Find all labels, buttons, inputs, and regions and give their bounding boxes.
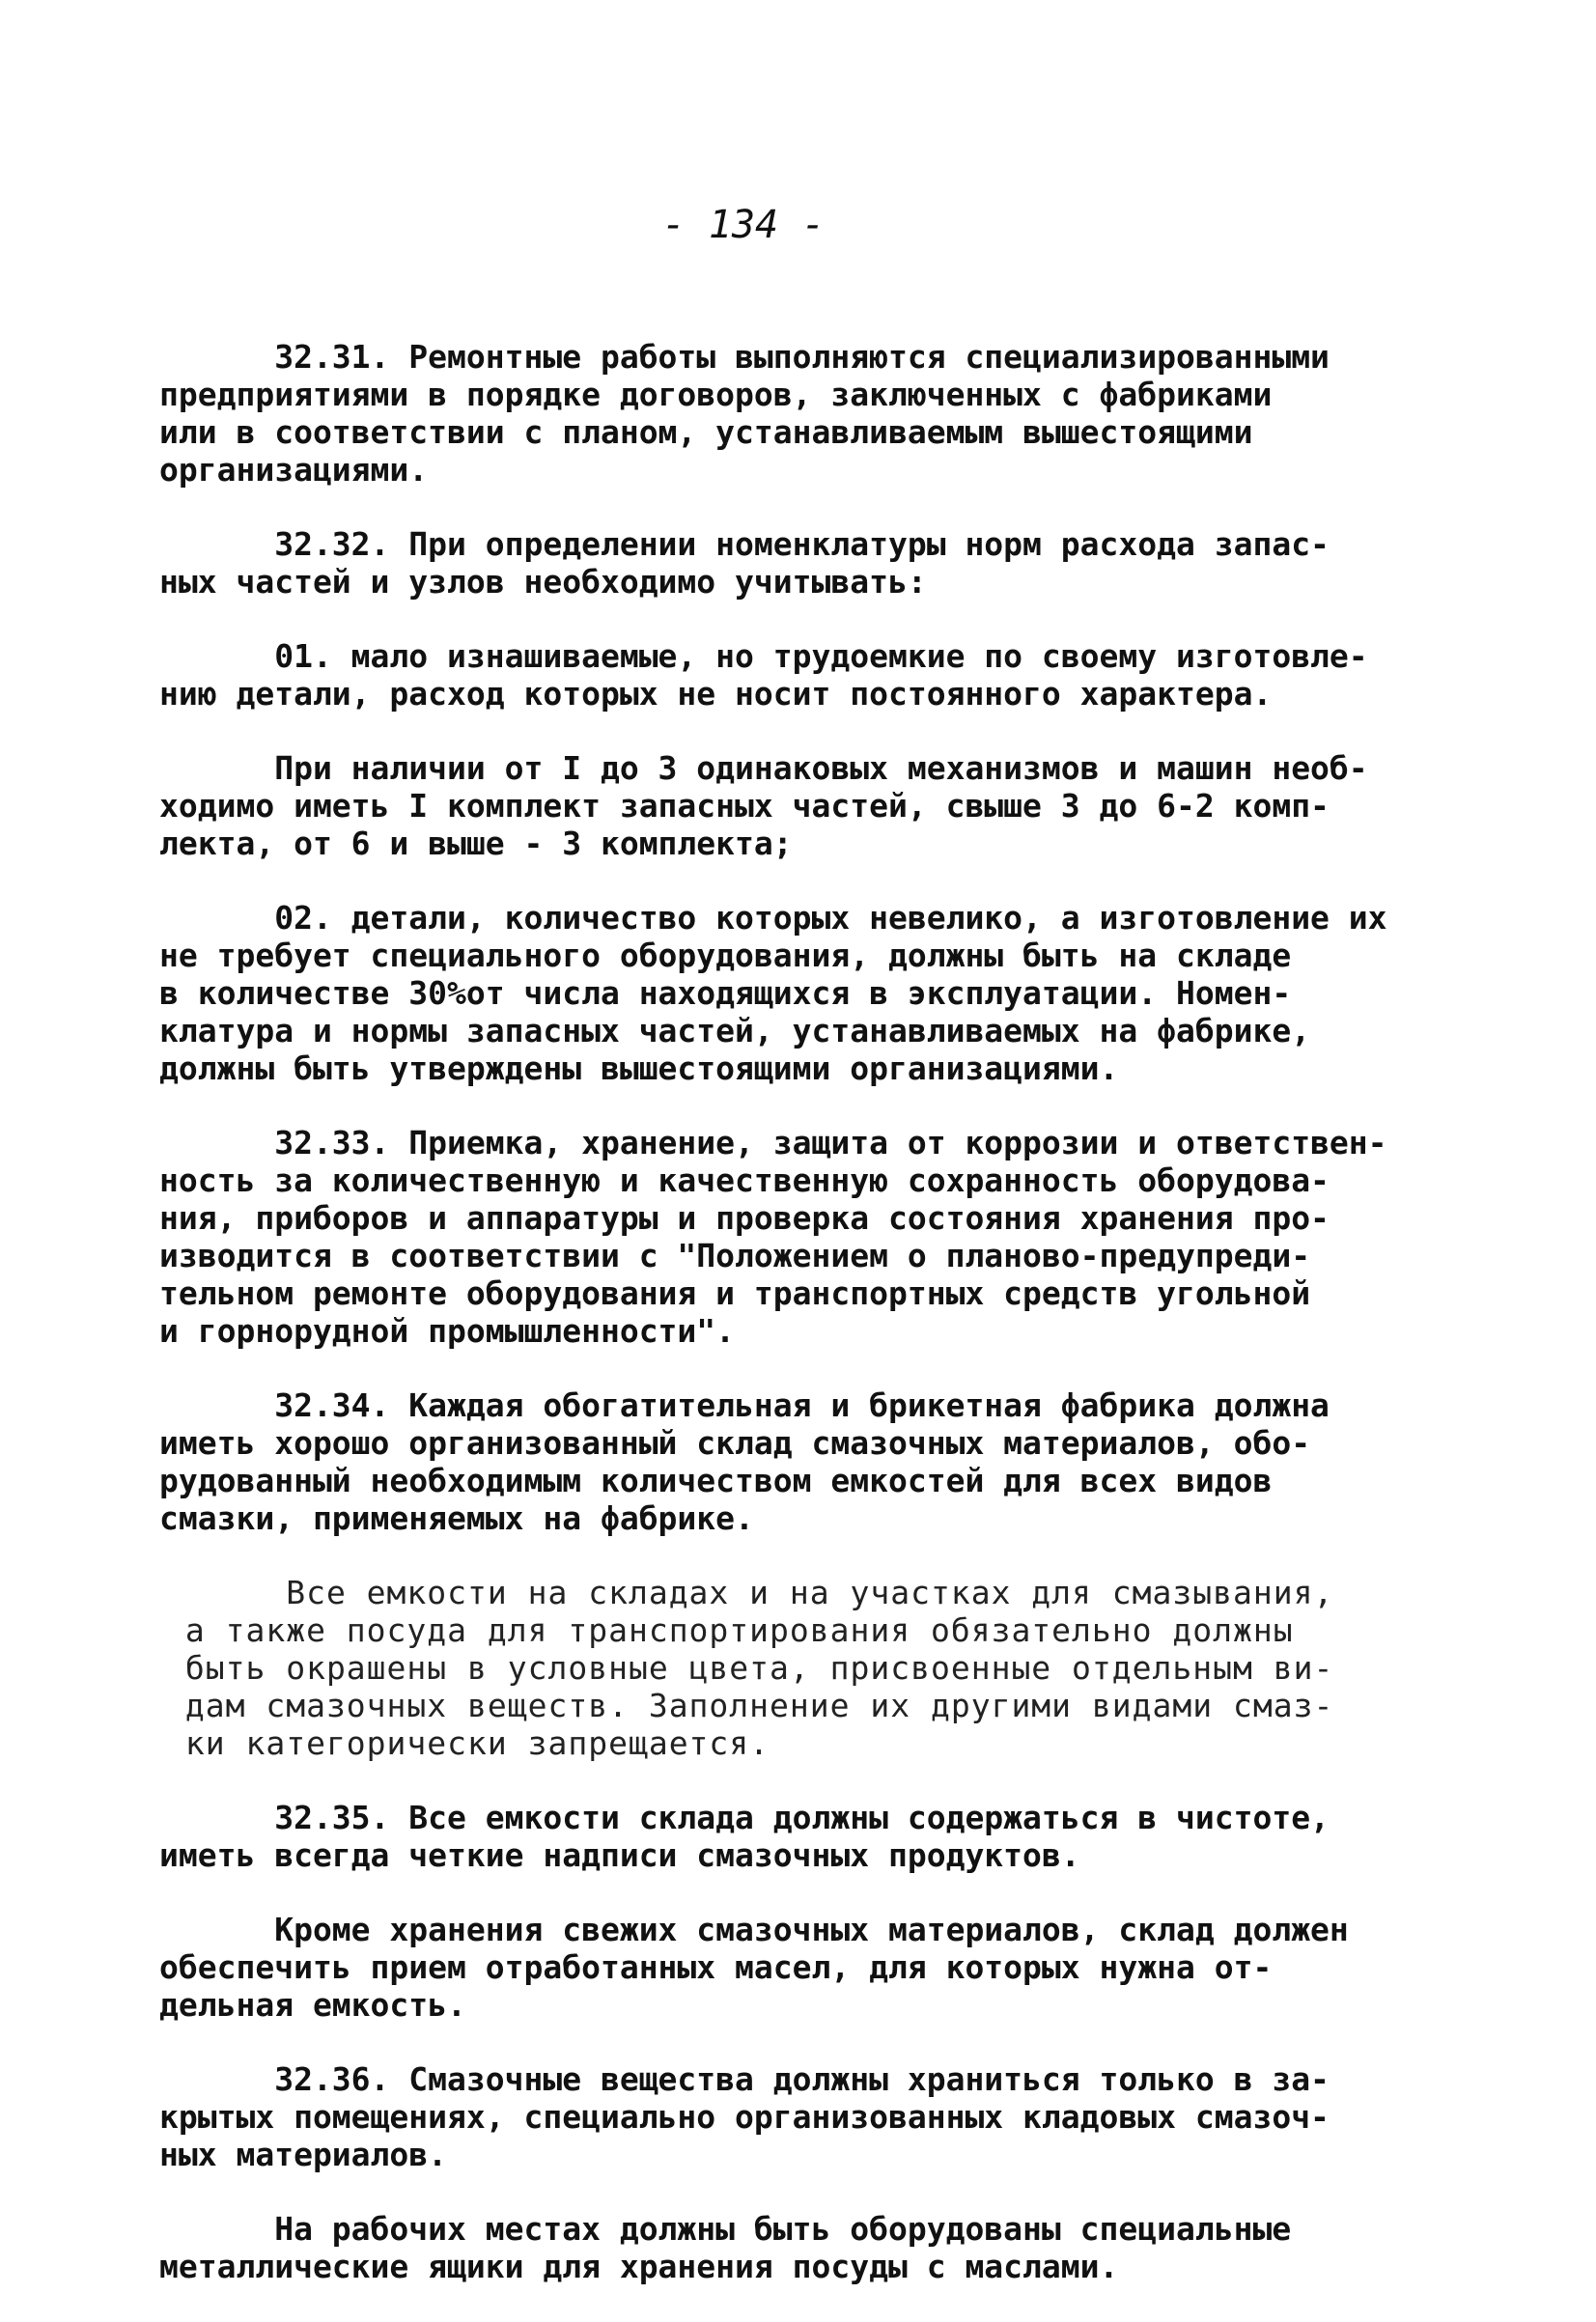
paragraph-p-02 [159,899,1453,1087]
text-line: 32.36. Смазочные вещества должны храниться только в за- [159,2060,1330,2098]
text-line: быть окрашены в условные цвета, присвоенные отдельным ви- [165,1649,1334,1687]
text-line: и горнорудной промышленности". [159,1312,736,1350]
text-line: не требует специального оборудования, должны быть на складе [159,937,1292,974]
text-line: 32.35. Все емкости склада должны содержаться в чистоте, [159,1799,1330,1836]
text-line: или в соответствии с планом, устанавливаемым вышестоящими [159,413,1253,451]
text-line: дам смазочных веществ. Заполнение их другими видами смаз- [165,1687,1334,1724]
text-line: ки категорически запрещается. [165,1724,770,1762]
paragraph-p-emkosti [165,1574,1453,1762]
text-line: ных частей и узлов необходимо учитывать: [159,563,927,601]
page-number: - 134 - [661,203,826,247]
text-line: На рабочих местах должны быть оборудованы специальные [159,2210,1292,2248]
text-line: 32.34. Каждая обогатительная и брикетная фабрика должна [159,1386,1330,1424]
document-body [159,338,1453,2322]
text-line: 01. мало изнашиваемые, но трудоемкие по своему изготовле- [159,637,1368,675]
text-line: металлические ящики для хранения посуды с маслами. [159,2248,1119,2285]
text-line: лекта, от 6 и выше - 3 комплекта; [159,825,793,862]
text-line: крытых помещениях, специально организованных кладовых смазоч- [159,2098,1330,2136]
text-line: дельная емкость. [159,1986,466,2024]
text-line: Кроме хранения свежих смазочных материалов, склад должен [159,1911,1349,1948]
text-line: должны быть утверждены вышестоящими организациями. [159,1049,1119,1087]
text-line: изводится в соответствии с "Положением о планово-предупреди- [159,1237,1311,1274]
text-line: смазки, применяемых на фабрике. [159,1499,754,1537]
text-line: ность за количественную и качественную сохранность оборудова- [159,1161,1330,1199]
text-line: Все емкости на складах и на участках для смазывания, [165,1574,1334,1611]
text-line: рудованный необходимым количеством емкостей для всех видов [159,1462,1273,1499]
text-line: клатура и нормы запасных частей, устанавливаемых на фабрике, [159,1012,1311,1049]
text-line: 02. детали, количество которых невелико, а изготовление их [159,899,1387,937]
text-line: ходимо иметь I комплект запасных частей, свыше 3 до 6-2 комп- [159,787,1330,825]
paragraph-p-32-34 [159,1386,1453,1537]
paragraph-p-rabochih [159,2210,1453,2285]
text-line: иметь хорошо организованный склад смазочных материалов, обо- [159,1424,1311,1462]
text-line: а также посуда для транспортирования обязательно должны [165,1611,1294,1649]
text-line: организациями. [159,451,429,489]
paragraph-p-32-31 [159,338,1453,489]
text-line: тельном ремонте оборудования и транспортных средств угольной [159,1274,1311,1312]
text-line: 32.32. При определении номенклатуры норм расхода запас- [159,525,1330,563]
paragraph-p-32-35 [159,1799,1453,1874]
text-line: ния, приборов и аппаратуры и проверка состояния хранения про- [159,1199,1330,1237]
paragraph-p-01 [159,637,1453,713]
paragraph-p-32-36 [159,2060,1453,2173]
text-line: предприятиями в порядке договоров, заключенных с фабриками [159,376,1273,413]
text-line: ных материалов. [159,2136,448,2173]
paragraph-p-komplekt [159,749,1453,862]
paragraph-p-32-32 [159,525,1453,601]
text-line: 32.33. Приемка, хранение, защита от коррозии и ответствен- [159,1124,1387,1161]
text-line: иметь всегда четкие надписи смазочных продуктов. [159,1836,1080,1874]
paragraph-p-32-33 [159,1124,1453,1350]
paragraph-p-krome [159,1911,1453,2024]
text-line: При наличии от I до 3 одинаковых механизмов и машин необ- [159,749,1368,787]
text-line: 32.31. Ремонтные работы выполняются специализированными [159,338,1330,376]
text-line: нию детали, расход которых не носит постоянного характера. [159,675,1273,713]
text-line: обеспечить прием отработанных масел, для которых нужна от- [159,1948,1273,1986]
text-line: в количестве 30%от числа находящихся в эксплуатации. Номен- [159,974,1292,1012]
